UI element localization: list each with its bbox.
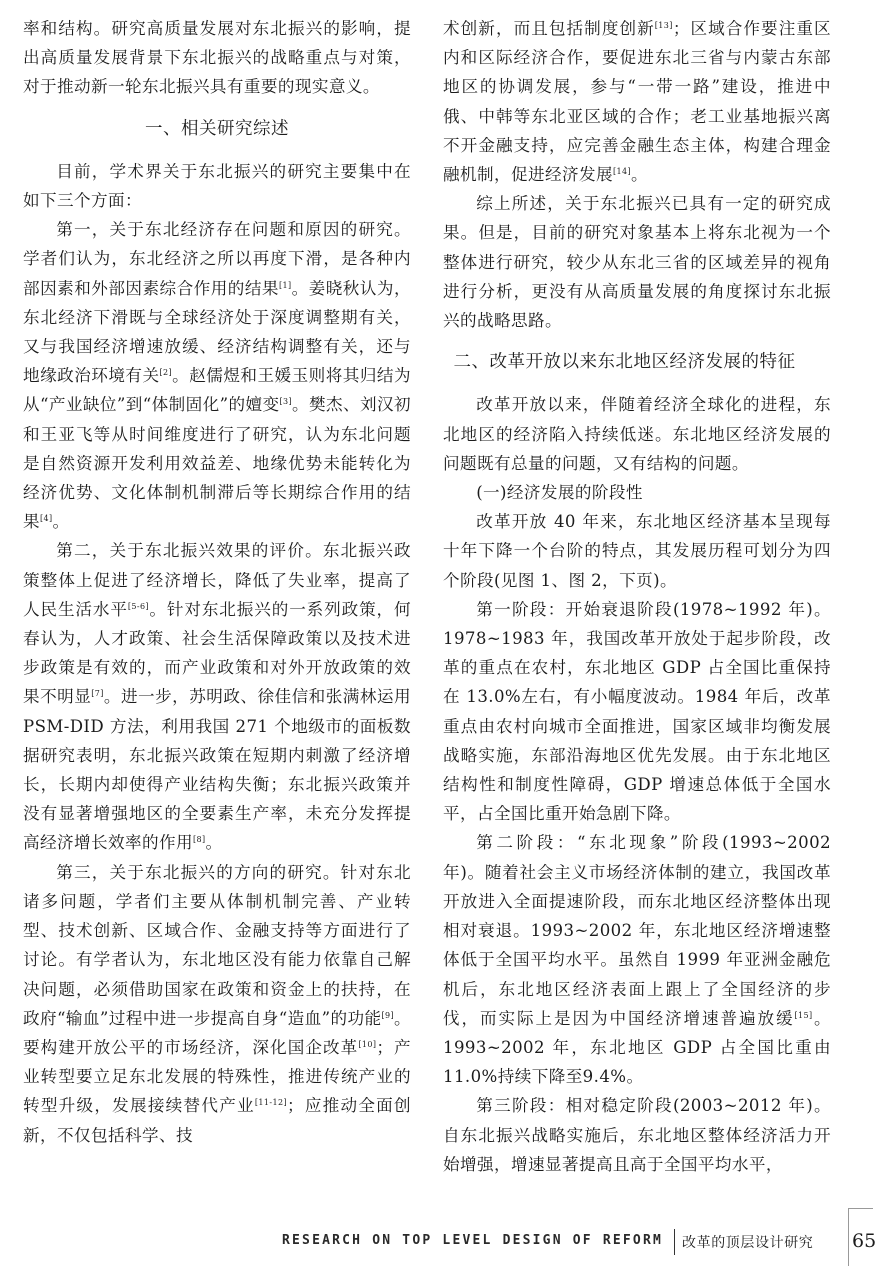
- text-run: 。进一步，苏明政、徐佳信和张满林运用 PSM-DID 方法，利用我国 271 个地级市的面板数据研究表明，东北振兴政策在短期内刺激了经济增长，长期内却使得产业结构失衡；东北振兴政策并没有显著增强地区的全要素生产率，未充分发挥提高经济增长效率的作用: [23, 687, 411, 853]
- journal-name-english: RESEARCH ON TOP LEVEL DESIGN OF REFORM: [281, 1233, 663, 1248]
- citation: [1]: [278, 280, 292, 290]
- paragraph-3: [23, 536, 411, 857]
- left-column: [23, 14, 411, 1150]
- paragraph-1: 目前，学术界关于东北振兴的研究主要集中在如下三个方面：: [23, 161, 411, 211]
- citation: [14]: [612, 167, 631, 177]
- text-run: 。赵儒煜和王媛玉则将其归结为从“产业缺位”到“体制固化”的嬗变: [23, 366, 411, 415]
- page-number: 65: [852, 1230, 877, 1252]
- text-run: 。: [52, 512, 70, 532]
- citation: [7]: [91, 689, 104, 699]
- text-run: 第二阶段：“东北现象”阶段(1993~2002 年)。随着社会主义市场经济体制的建立，我国改革开放进入全面提速阶段，而东北地区经济整体出现相对衰退。1993~2002 年，东北地区经济增速整体低于全国平均水平。虽然自 1999 年亚洲金融危机后，东北地区经济表面上跟上了全国经济的步伐，而实际上是因为中国经济增速普遍放缓: [443, 833, 831, 1028]
- citation: [8]: [192, 835, 206, 845]
- text-run: 。姜晓秋认为，东北经济下滑既与全球经济处于深度调整期有关，又与我国经济增速放缓、经济结构调整有关，还与地缘政治环境有关: [23, 278, 411, 386]
- text-run: 第二，关于东北振兴效果的评价。东北振兴政策整体上促进了经济增长，降低了失业率，提高了人民生活水平: [23, 541, 411, 619]
- text-run: ；产业转型要立足东北发展的特殊性，推进传统产业的转型升级，发展接续替代产业: [23, 1037, 411, 1116]
- citation: [11-12]: [254, 1098, 287, 1108]
- paragraph-intro: 率和结构。研究高质量发展对东北振兴的影响，提出高质量发展背景下东北振兴的战略重点与对策，对于推动新一轮东北振兴具有重要的现实意义。: [23, 19, 411, 97]
- paragraph-9: 第一阶段：开始衰退阶段(1978~1992 年)。1978~1983 年，我国改革开放处于起步阶段，改革的重点在农村，东北地区 GDP 占全国比重保持在 13.0%左右，有小幅度波动。1984 年后，改革重点由农村向城市全面推进，国家区域非均衡发展战略实施，东部沿海地区优先发展。由于东北地区结构性和制度性障碍，GDP 增速总体低于全国水平，占全国比重开始急剧下降。: [443, 599, 831, 824]
- text-run: 。樊杰、刘汉初和王亚飞等从时间维度进行了研究，认为东北问题是自然资源开发利用效益差、地缘优势未能转化为经济优势、文化体制机制滞后等长期综合作用的结果: [23, 395, 411, 532]
- text-run: 。1993~2002 年，东北地区 GDP 占全国比重由11.0%持续下降至9.4%。: [443, 1008, 831, 1087]
- paragraph-2: [23, 215, 411, 536]
- citation: [9]: [381, 1010, 394, 1020]
- paragraph-6: 综上所述，关于东北振兴已具有一定的研究成果。但是，目前的研究对象基本上将东北视为一个整体进行研究，较少从东北三省的区域差异的视角进行分析，更没有从高质量发展的角度探讨东北振兴的战略思路。: [443, 194, 831, 331]
- page-footer: [0, 1223, 878, 1263]
- text-run: ；应推动全面创新，不仅包括科学、技: [23, 1096, 411, 1145]
- text-run: 。要构建开放公平的市场经济，深化国企改革: [23, 1008, 411, 1057]
- section-heading-2: 二、改革开放以来东北地区经济发展的特征: [453, 352, 796, 373]
- text-run: 第一，关于东北经济存在问题和原因的研究。学者们认为，东北经济之所以再度下滑，是各种内部因素和外部因素综合作用的结果: [23, 220, 411, 298]
- footer-divider: [674, 1229, 675, 1255]
- paragraph-11: 第三阶段：相对稳定阶段(2003~2012 年)。自东北振兴战略实施后，东北地区整体经济活力开始增强，增速显著提高且高于全国平均水平，: [443, 1096, 831, 1174]
- text-run: 。针对东北振兴的一系列政策，何春认为，人才政策、社会生活保障政策以及技术进步政策是有效的，而产业政策和对外开放政策的效果不明显: [23, 599, 412, 707]
- citation: [4]: [40, 514, 53, 524]
- text-run: 。: [205, 833, 223, 853]
- text-run: 。: [630, 165, 648, 185]
- citation: [5-6]: [127, 601, 149, 611]
- text-run: 第三，关于东北振兴的方向的研究。针对东北诸多问题，学者们主要从体制机制完善、产业转型、技术创新、区域合作、金融支持等方面进行了讨论。有学者认为，东北地区没有能力依靠自己解决问题，必须借助国家在政策和资金上的扶持，在政府“输血”过程中进一步提高自身“造血”的功能: [23, 862, 411, 1028]
- citation: [10]: [358, 1039, 377, 1049]
- citation: [2]: [159, 368, 173, 378]
- citation: [15]: [794, 1010, 813, 1020]
- section-heading-1: 一、相关研究综述: [145, 118, 289, 139]
- paragraph-5: [443, 14, 831, 189]
- paragraph-8: 改革开放 40 年来，东北地区经济基本呈现每十年下降一个台阶的特点，其发展历程可划分为四个阶段(见图 1、图 2，下页)。: [443, 512, 831, 590]
- corner-bracket-icon: [848, 1208, 873, 1222]
- paragraph-10: [443, 828, 831, 1091]
- right-column: [443, 14, 831, 1179]
- paragraph-4: [23, 858, 411, 1150]
- paragraph-7: 改革开放以来，伴随着经济全球化的进程，东北地区的经济陷入持续低迷。东北地区经济发展的问题既有总量的问题，又有结构的问题。: [443, 395, 831, 473]
- citation: [13]: [654, 21, 673, 30]
- journal-name-chinese: 改革的顶层设计研究: [682, 1235, 814, 1251]
- citation: [3]: [279, 397, 293, 407]
- subsection-heading: (一)经济发展的阶段性: [476, 483, 643, 503]
- text-run: ；区域合作要注重区内和区际经济合作，要促进东北三省与内蒙古东部地区的协调发展，参与“一带一路”建设，推进中俄、中韩等东北亚区域的合作；老工业基地振兴离不开金融支持，应完善金融生态主体，构建合理金融机制，促进经济发展: [443, 19, 831, 185]
- text-run: 术创新，而且包括制度创新: [443, 19, 655, 38]
- corner-bracket-line: [848, 1221, 849, 1266]
